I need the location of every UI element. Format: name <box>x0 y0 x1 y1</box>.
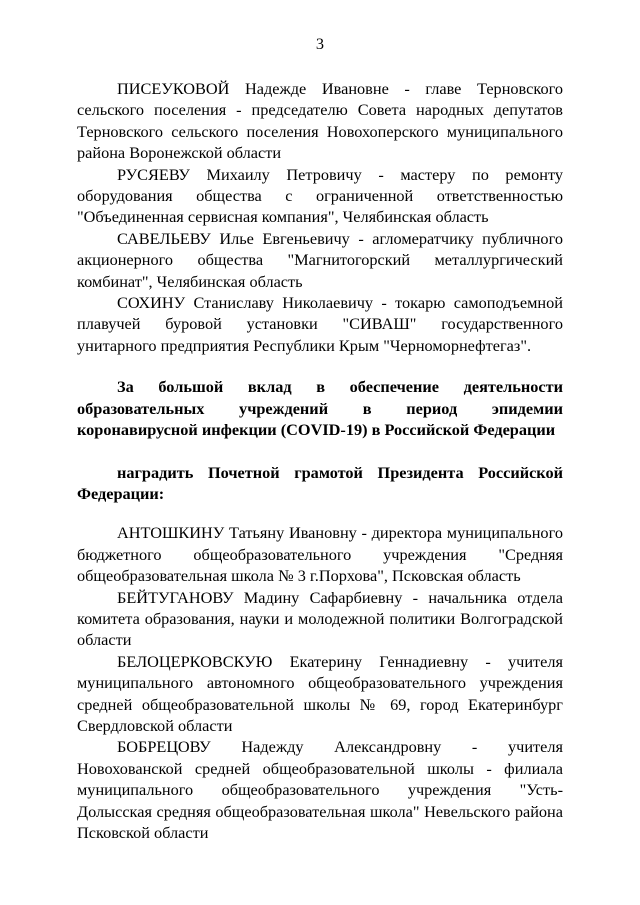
award-entry: БЕЛОЦЕРКОВСКУЮ Екатерину Геннадиевну - учителя муниципального автономного общеобразовательного учреждения средней общеобразовательной школы № 69, город Екатеринбург Свердловской области <box>77 651 563 735</box>
spacer <box>77 504 563 522</box>
award-entry: РУСЯЕВУ Михаилу Петровичу - мастеру по ремонту оборудования общества с ограниченной ответственностью "Объединенная сервисная компания", Челябинская область <box>77 164 563 227</box>
award-reason: За большой вклад в обеспечение деятельности образовательных учреждений в период эпидемии коронавирусной инфекции (COVID-19) в Российской Федерации <box>77 377 563 440</box>
award-decision: наградить Почетной грамотой Президента Российской Федерации: <box>77 462 563 503</box>
award-entry: АНТОШКИНУ Татьяну Ивановну - директора муниципального бюджетного общеобразовательного учреждения "Средняя общеобразовательная школа № 3 г.Порхова", Псковская область <box>77 523 563 586</box>
award-entry: БЕЙТУГАНОВУ Мадину Сафарбиевну - начальника отдела комитета образования, науки и молодежной политики Волгоградской области <box>77 587 563 650</box>
spacer <box>77 441 563 462</box>
award-entry: БОБРЕЦОВУ Надежду Александровну - учителя Новохованской средней общеобразовательной школы - филиала муниципального общеобразовательного учреждения "Усть-Долысская средняя общеобразовательная школа" Невельского района Псковской области <box>77 737 563 842</box>
page-number: 3 <box>315 34 325 53</box>
award-entry: СОХИНУ Станиславу Николаевичу - токарю самоподъемной плавучей буровой установки "СИВАШ" государственного унитарного предприятия Республики Крым "Черноморнефтегаз". <box>77 293 563 355</box>
award-entry: САВЕЛЬЕВУ Илье Евгеньевичу - агломератчику публичного акционерного общества "Магнитогорский металлургический комбинат", Челябинская область <box>77 228 563 291</box>
award-entry: ПИСЕУКОВОЙ Надежде Ивановне - главе Терновского сельского поселения - председателю Совета народных депутатов Терновского сельского поселения Новохоперского муниципального района Воронежской области <box>77 79 563 163</box>
document-body <box>77 78 563 843</box>
spacer <box>77 356 563 376</box>
